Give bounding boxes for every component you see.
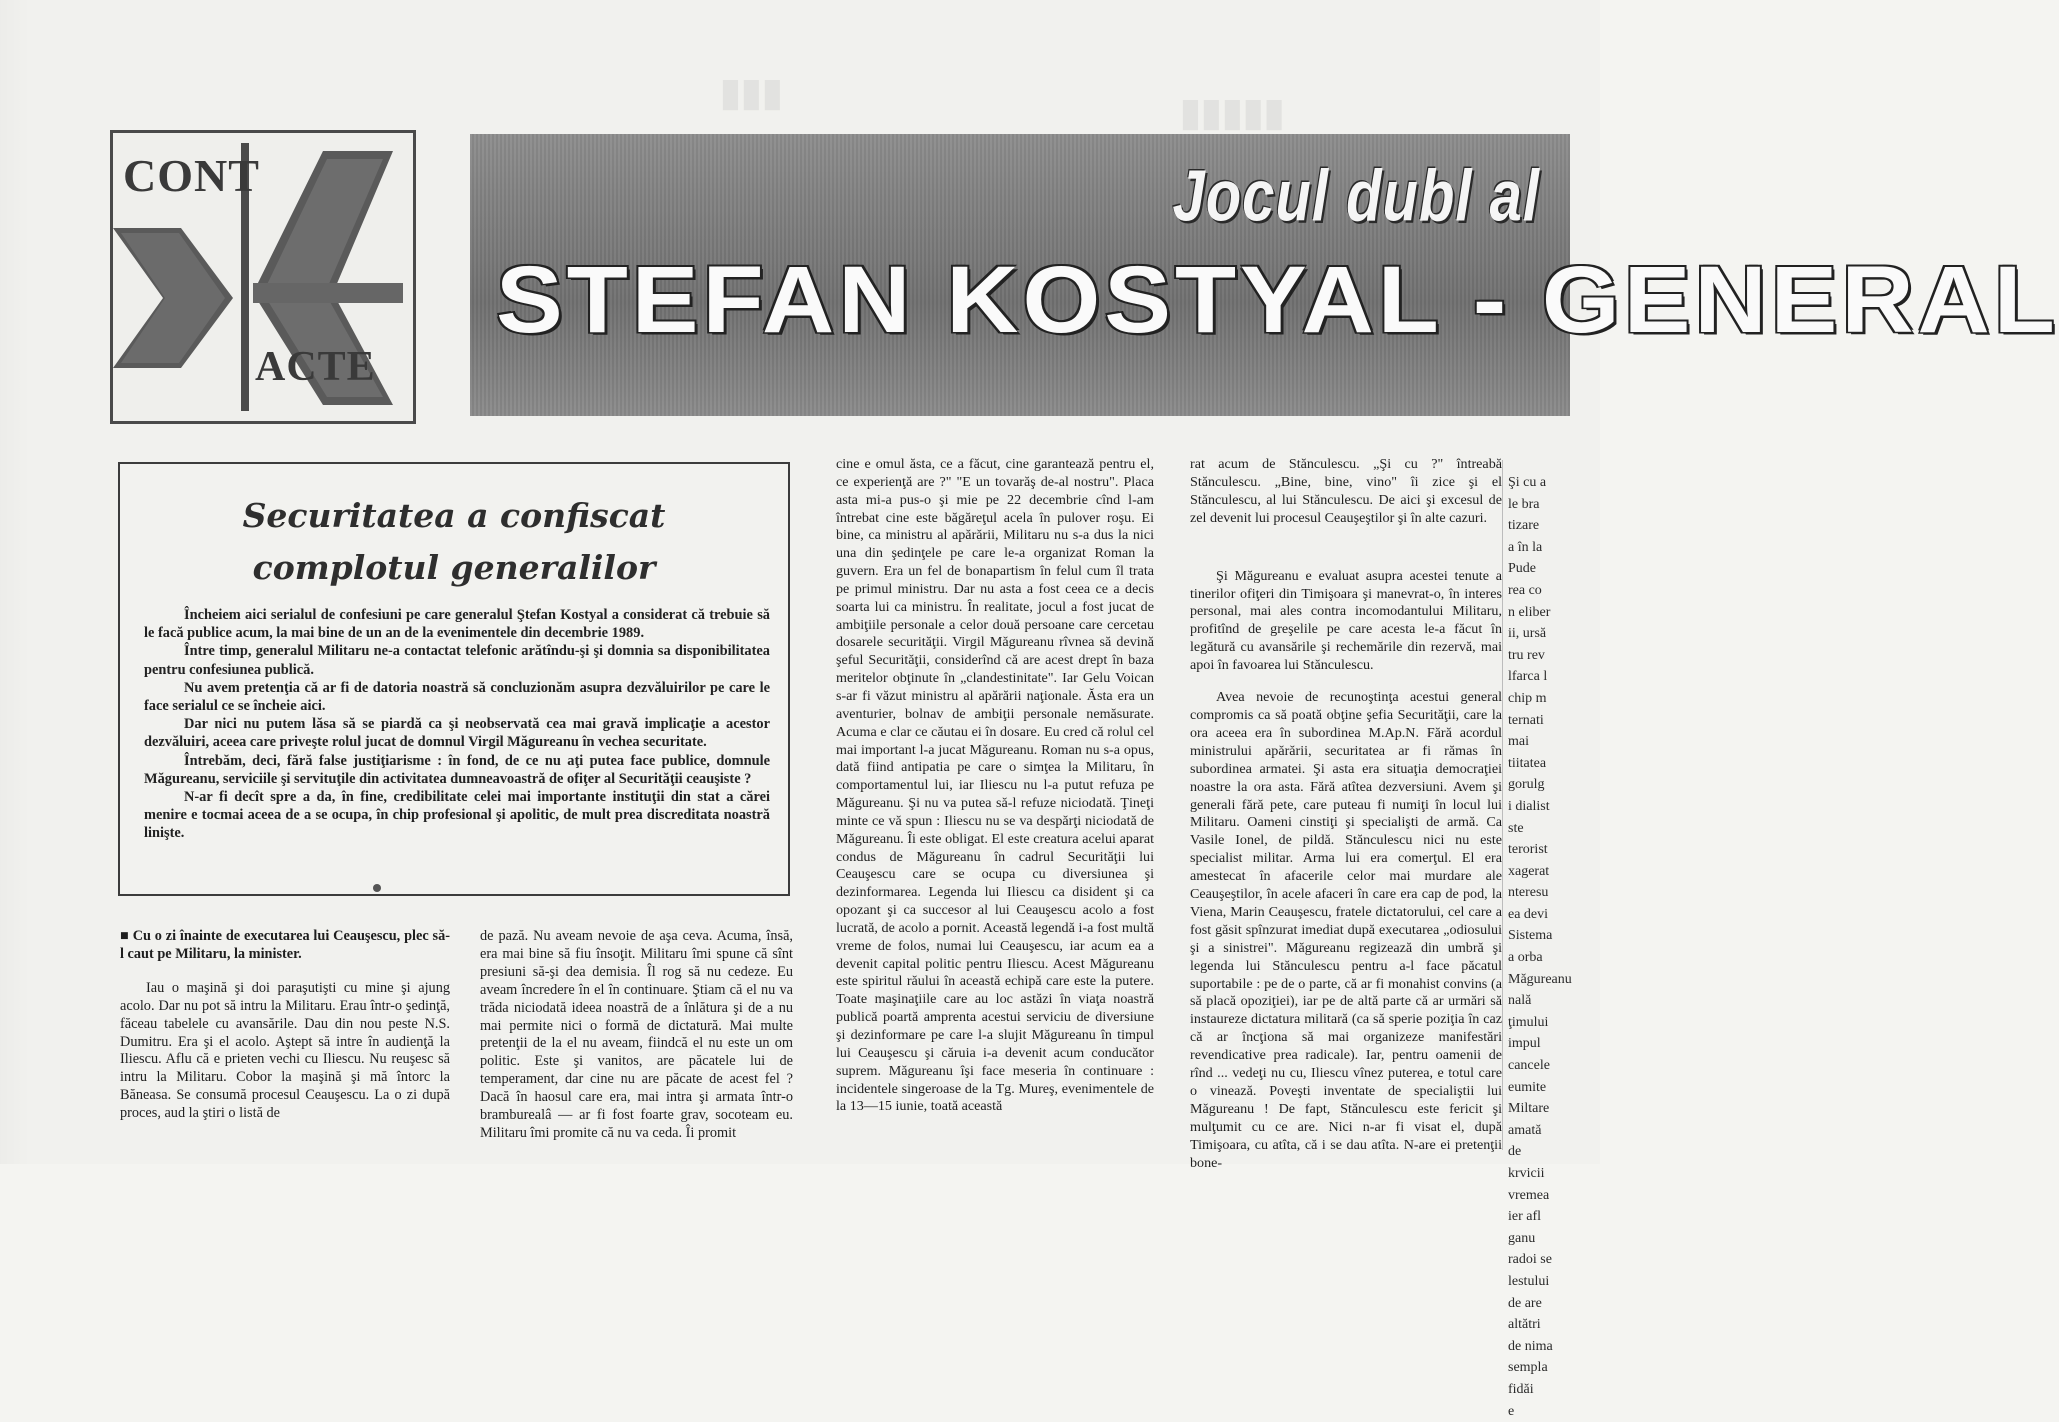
cut-off-line: vremea — [1508, 1187, 1550, 1203]
cut-off-line: mai — [1508, 734, 1529, 750]
column-body: de pază. Nu aveam nevoie de aşa ceva. Acuma, însă, era mai bine să fiu însoţit. Militaru îmi spune că sînt presiuni să-şi dea demisia. Îl rog să nu cedeze. Eu aveam încredere în el în continuare. Ştiam că el nu va trăda niciodată ideea noastră de a înlătura şi de a nu mai permite nici o formă de dictatură. Mai multe pretenţii de la el nu aveam, fiindcă el nu este un om politic. Este şi vanitos, are păcatele lui de temperament, dar cine nu are păcate de acest fel ? Dacă în haosul care era, mai intra şi armata într-o bramburealâ — ar fi fost foarte grav, socoteam eu. Militaru îmi promite că nu va ceda. Îi promit — [480, 928, 793, 1141]
cut-off-line: chip m — [1508, 690, 1547, 706]
cut-off-line: tizare — [1508, 518, 1540, 534]
cut-off-line: le bra — [1508, 496, 1540, 512]
separator-dot — [373, 884, 381, 892]
cut-off-line: fidăi — [1508, 1381, 1534, 1397]
cut-off-column — [1508, 472, 1600, 1422]
article-column-2 — [480, 928, 793, 1143]
cut-off-line: gorulg — [1508, 777, 1545, 793]
cut-off-line: de — [1508, 1144, 1522, 1160]
intro-paragraph: Întrebăm, deci, fără false justiţiarisme : în fond, de ce nu aţi putea face publice, domnule Măgureanu, serviciile şi servituţile din activitatea dumneavoastră de ofiţer al Securităţii ceauşiste ? — [144, 752, 770, 787]
logo-text-acte: ACTE — [255, 344, 376, 390]
column-paragraph: Avea nevoie de recunoştinţa acestui general compromis ca să poată obţine şefia Securităţii, care la ora aceea era în subordinea M.Ap.N. Fără acordul ministrului apărării, securitatea ar fi rămas în subordinea armatei. Şi asta era situaţia democraţiei noastre la ora asta. Fără atîtea dezversiuni. Avem şi generali fără pete, care puteau fi numiţi în locul lui Militaru. Oameni cinstiţi şi specialişti de armă. Ca Vasile Ionel, de pildă. Stănculescu nici nu este specialist militar. Arma lui era comerţul. El era amestecat în afacerile celor mai murdare ale Ceauşeştilor, în acele afaceri în care era cap de pod, la Viena, Marin Ceauşescu, fratele dictatorului, cel care a fost găsit spînzurat imediat după executarea „odiosului şi a sinistrei". Măgureanu regizează din umbră şi legenda lui Stănculescu pentru a-l face păcatul suportabile : pe de o parte, că ar fi monahist convins (a să placă opoziţiei), iar pe de altă parte că ar urmări să instaureze dictatura militară (ca să sperie poziţia în caz că ar încţiona să mai organizeze manifestări revendicative prea radicale). Iar, pentru oamenii de rînd ... vedeţi nu cu, Iliescu vînez puterea, e totul care o vinează. Poveşti inventate de specialiştii lui Măgureanu ! De fapt, Stănculescu este fericit şi mulţumit cu ce are. Nici n-ar fi visat el, după Timişoara, cu atîta, că i se dau atîta. N-are ei pretenţii bone- — [1190, 689, 1502, 1171]
cut-off-line: e — [1508, 1403, 1515, 1419]
cut-off-line: amată — [1508, 1122, 1542, 1138]
cut-off-line: ternati — [1508, 712, 1544, 728]
intro-paragraph: N-ar fi decît spre a da, în fine, credibilitate celei mai importante instituţii din stat a cărei menire e tocmai aceea de a se ocupa, în chip profesional şi apolitic, de mult prea discreditata noastră linişte. — [144, 789, 770, 842]
cut-off-line: krvicii — [1508, 1166, 1545, 1181]
cut-off-line: de are — [1508, 1295, 1542, 1311]
column-body: cine e omul ăsta, ce a făcut, cine garantează pentru el, ce experienţă are ?" "E un tovarăş de-al nostru". Placa asta mi-a pus-o şi mie pe 22 decembrie cînd l-am întrebat cine este băgăreţul acela în pulover roşu. Ei bine, ca ministru al apărării, Militaru nu s-a dus la nici una din şedinţele pe care le-a organizat Roman la guvern. Era un fel de bonapartism în felul cum îl trata pe primul ministru. Dar nu asta a fost ceea ce a decis soarta lui ca ministru. În realitate, jocul a fost jucat de ambiţiile personale a celor două persoane care cercetau dosarele securităţii. Virgil Măgureanu rîvnea să devină şeful Securităţii, considerînd că are acest drept în baza meritelor obţinute în „clandestinitate". Iar Gelu Voican s-ar fi văzut ministru al apărării naţionale. Ăsta era un aventurier, bolnav de ambiţii personale nemăsurate. Acuma e clar ce căutau ei în dosare. Eu cred că rolul cel mai important l-a jucat Măgureanu. Roman nu s-a opus, dată fiind antipatia pe care o simţea la Militaru, în comportamentul lui, iar Iliescu nu l-a putut refuza pe Măgureanu. Şi nu va putea să-l refuze niciodată. Ţineţi minte ce vă spun : Iliescu nu se va despărţi niciodată de Măgureanu. Îi este obligat. El este creatura acelui aparat condus de Măgureanu în cadrul Securităţii lui Ceauşescu care se ocupa cu diversiunea şi dezinformarea. Legenda lui Iliescu ca disident şi ca opozant şi ca succesor al lui Ceauşescu acolo a fost lucrată, de acolo a pornit. Această legendă i-a fost multă vreme de folos, numai lui Ceauşescu, iar acum ea a devenit capital politic pentru Iliescu. Acest Măgureanu este spiritul răului în această echipă care este la putere. Toate maşinaţiile care au loc astăzi în viaţa noastră publică poartă amprenta acestui serviciu de diversiune şi dezinformare pe care l-a slujit Măgureanu în timpul lui Ceauşescu şi căruia i-a devenit acum conducător suprem. Măgureanu îşi face meseria în continuare : incidentele singeroase de la Tg. Mureş, evenimentele de la 13—15 iunie, toată această — [836, 456, 1154, 1115]
cut-off-line: de nima — [1508, 1338, 1553, 1354]
column-lead: ■ Cu o zi înainte de executarea lui Ceauşescu, plec să-l caut pe Militaru, la minister. — [120, 928, 450, 962]
cut-off-line: lestului — [1508, 1273, 1550, 1289]
cut-off-line: ganu — [1508, 1230, 1536, 1246]
bleed-through-mark: ▮▮▮ — [720, 72, 783, 114]
column-paragraph: Şi Măgureanu e evaluat asupra acestei tenute a tinerilor ofiţeri din Timişoara şi manevrat-o, în interes personal, mai ales contra incomodantului Militaru, profitînd de greşelile pe care acesta le-a făcut în legătură cu avansările şi rechemările din rezervă, mai apoi în favoarea lui Stănculescu. — [1190, 567, 1502, 674]
cut-off-line: ii, ursă — [1508, 626, 1547, 642]
cut-off-line: Miltare — [1508, 1101, 1550, 1117]
cut-off-line: rea co — [1508, 582, 1542, 598]
cut-off-line: xagerat — [1508, 863, 1550, 879]
cut-off-line: a orba — [1508, 950, 1543, 966]
article-column-3 — [836, 456, 1154, 1116]
intro-box — [118, 462, 790, 896]
column-paragraph: rat acum de Stănculescu. „Şi cu ?" întreabă Stănculescu. „Bine, bine, vino" îi zice şi el Stănculescu, al lui Stănculescu. De aici şi excesul de zel devenit lui procesul Ceauşeştilor şi în alte cazuri. — [1190, 456, 1502, 526]
cut-off-line: ea devi — [1508, 906, 1549, 922]
cut-off-line: radoi se — [1508, 1252, 1552, 1268]
intro-paragraph: Nu avem pretenţia că ar fi de datoria noastră să concluzionăm asupra dezvăluirilor pe care le face serialul ce se încheie aici. — [144, 679, 770, 715]
logo-text-cont: CONT — [123, 150, 260, 201]
cut-off-line: a în la — [1508, 539, 1543, 555]
headline-kicker: Jocul dubl al — [1172, 155, 1540, 237]
cut-off-line: cancele — [1508, 1058, 1550, 1074]
cut-off-line: impul — [1508, 1036, 1541, 1052]
cut-off-line: Pude — [1508, 561, 1536, 577]
cut-off-line: eumite — [1508, 1079, 1547, 1095]
cut-off-line: sempla — [1508, 1360, 1548, 1376]
cut-off-line: ţimului — [1508, 1014, 1549, 1030]
cut-off-line: tiitatea — [1508, 755, 1547, 771]
cut-off-line: Măgureanu — [1508, 971, 1572, 987]
cut-off-line: Sistema — [1508, 928, 1553, 944]
cut-off-line: Şi cu a — [1508, 475, 1547, 490]
cut-off-line: n eliber — [1508, 604, 1551, 620]
article-column-4 — [1190, 456, 1502, 1173]
cut-off-line: lfarca l — [1508, 669, 1548, 685]
intro-paragraph: Între timp, generalul Militaru ne-a contactat telefonic arătîndu-şi şi domnia sa disponibilitatea pentru confesiunea publică. — [144, 643, 770, 678]
cut-off-line: i dialist — [1508, 798, 1550, 814]
bleed-through-mark: ▮▮▮▮▮ — [1180, 92, 1285, 134]
intro-paragraph: Încheiem aici serialul de confesiuni pe care generalul Ştefan Kostyal a considerat că trebuie să le facă publice acum, la mai bine de un an de la evenimentele din decembrie 1989. — [144, 607, 770, 642]
contacte-logo — [110, 130, 416, 424]
column-rule — [1502, 460, 1503, 1150]
article-column-1 — [120, 928, 450, 1123]
intro-title-line1: Securitatea a confiscat — [242, 496, 666, 535]
cut-off-line: tru rev — [1508, 647, 1545, 663]
headline-title: STEFAN KOSTYAL - GENERAL — [496, 246, 2059, 353]
cut-off-line: ste — [1508, 820, 1524, 836]
column-body: Iau o maşină şi doi paraşutişti cu mine şi ajung acolo. Dar nu pot să intru la Militaru. Erau într-o şedinţă, făceau tabelele cu avansările. Dau din nou peste N.S. Dumitru. Era şi el acolo. Aştept să intre în audienţă la Iliescu. Aflu că e prieten vechi cu Iliescu. Nu reuşesc să intru la Militaru. Cobor la maşină şi mă întorc la Băneasa. Se consumă procesul Ceauşescu. La o zi după proces, aud la ştiri o listă de — [120, 979, 450, 1122]
headline-banner — [470, 134, 2059, 416]
cut-off-line: nteresu — [1508, 885, 1549, 901]
cut-off-line: nală — [1508, 993, 1532, 1009]
cut-off-line: terorist — [1508, 842, 1548, 858]
cut-off-line: ier afl — [1508, 1209, 1542, 1225]
intro-title-line2: complotul generalilor — [252, 548, 656, 587]
intro-paragraph: Dar nici nu putem lăsa să se piardă ca şi neobservată cea mai gravă implicaţie a acestor dezvăluiri, aceea care priveşte rolul jucat de domnul Virgil Măgureanu în vechea securitate. — [144, 716, 770, 751]
cut-off-line: altătri — [1508, 1317, 1541, 1333]
intro-text — [144, 606, 770, 843]
